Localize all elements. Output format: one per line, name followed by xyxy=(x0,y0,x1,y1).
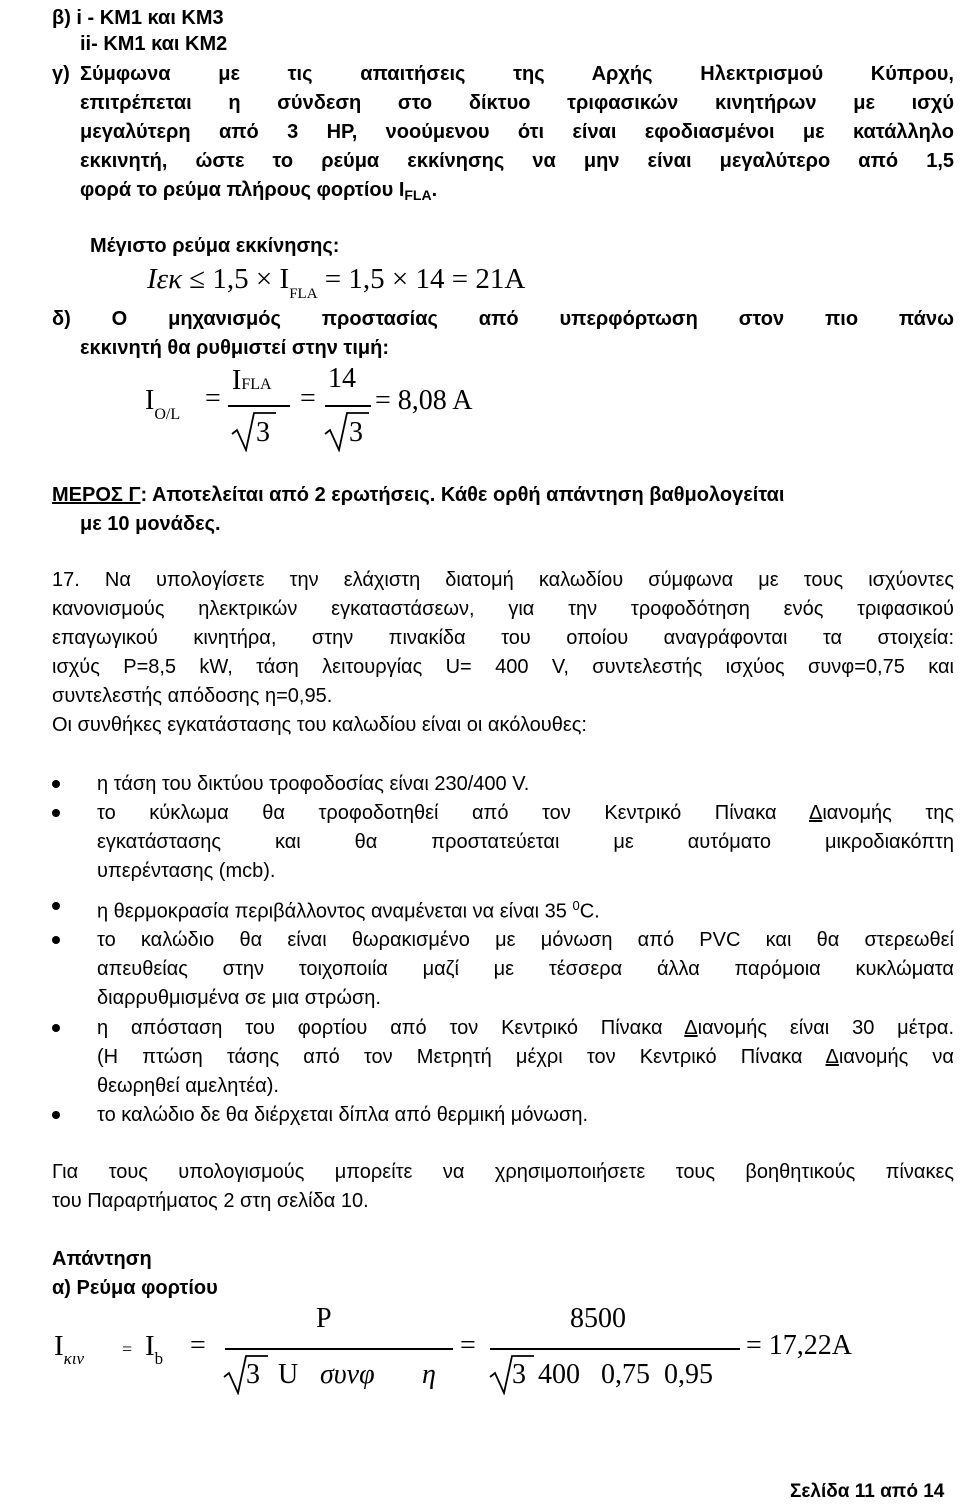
question-17-line1: 17. Να υπολογίσετε την ελάχιστη διατομή καλωδίου σύμφωνα με τους ισχύοντες xyxy=(52,569,954,591)
eq2-den1: 3 xyxy=(256,417,270,448)
condition-item-distance-l1: η απόσταση του φορτίου από τον Κεντρικό Πίνακα Διανομής είναι 30 μέτρα. xyxy=(97,1017,955,1039)
eq3-num-8500: 8500 xyxy=(570,1303,626,1334)
answer-g-line2: επιτρέπεται η σύνδεση στο δίκτυο τριφασικών κινητήρων με ισχύ xyxy=(80,92,954,114)
condition-item-circuit-l3: υπερέντασης (mcb). xyxy=(97,860,276,882)
condition-item-distance-l3: θεωρηθεί αμελητέα). xyxy=(97,1075,279,1097)
eq2-result: = 8,08 A xyxy=(375,385,473,416)
eq2-fraction-bar2 xyxy=(325,405,371,407)
eq3-sqrt1 xyxy=(222,1353,268,1395)
condition-item-insulation: το καλώδιο δε θα διέρχεται δίπλα από θερμική μόνωση. xyxy=(97,1104,589,1126)
eq2-num1: IFLA xyxy=(232,365,272,396)
condition-item-circuit-l1: το κύκλωμα θα τροφοδοτηθεί από τον Κεντρικό Πίνακα Διανομής της xyxy=(97,802,954,824)
answer-b-line1: β) i - ΚΜ1 και ΚΜ3 xyxy=(52,7,224,29)
answer-a-heading: α) Ρεύμα φορτίου xyxy=(52,1277,218,1299)
equation-start-current: $I\varepsilon\kappa \le 1,5 \times I_{FLA} = 1,5 \times 14 = 21A$ xyxy=(147,263,526,302)
condition-item-voltage: η τάση του δικτύου τροφοδοσίας είναι 230/400 V. xyxy=(97,773,530,795)
eq3-ib: $I_b$ xyxy=(145,1330,164,1368)
eq2-num2: 14 xyxy=(328,363,356,394)
bullet-dot xyxy=(52,902,60,910)
bullet-dot xyxy=(52,780,60,788)
eq2-fraction-bar1 xyxy=(228,405,290,407)
answer-g-line5: φορά το ρεύμα πλήρους φορτίου $I_{FLA}$. xyxy=(80,179,438,203)
bullet-dot xyxy=(52,936,60,944)
tables-reference-line2: του Παραρτήματος 2 στη σελίδα 10. xyxy=(52,1190,369,1212)
eq3-sqrt2 xyxy=(488,1353,534,1395)
eq2-lhs: $I_{O/L}$ xyxy=(145,385,181,423)
eq3-equals-small: = xyxy=(122,1339,133,1359)
tables-reference-line1: Για τους υπολογισμούς μπορείτε να χρησιμοποιήσετε τους βοηθητικούς πίνακες xyxy=(52,1161,954,1183)
eq3-ikin: $I_{\kappa\iota\nu}$ xyxy=(54,1330,85,1368)
condition-item-distance-l2: (Η πτώση τάσης από τον Μετρητή μέχρι τον Κεντρικό Πίνακα Διανομής να xyxy=(97,1046,954,1068)
answer-g-line3: μεγαλύτερη από 3 HP, νοούμενου ότι είναι εφοδιασμένοι με κατάλληλο xyxy=(80,121,954,143)
condition-item-cable-l3: διαρρυθμισμένα σε μια στρώση. xyxy=(97,987,381,1009)
answer-g-line4: εκκινητή, ώστε το ρεύμα εκκίνησης να μην είναι μεγαλύτερο από 1,5 xyxy=(80,150,954,172)
eq3-den1-sqrt3: 3 xyxy=(246,1359,260,1390)
eq3-den1-u: U xyxy=(278,1359,299,1390)
max-start-current-label: Μέγιστο ρεύμα εκκίνησης: xyxy=(90,235,340,257)
question-17-line5: συντελεστής απόδοσης η=0,95. xyxy=(52,685,333,707)
bullet-dot xyxy=(52,1024,60,1032)
eq2-equals1: = xyxy=(205,383,221,414)
eq2-den2: 3 xyxy=(349,417,363,448)
part-g-header: ΜΕΡΟΣ Γ: Αποτελείται από 2 ερωτήσεις. Κάθε ορθή απάντηση βαθμολογείται xyxy=(52,484,785,506)
answer-heading: Απάντηση xyxy=(52,1248,152,1270)
eq3-equals1: = xyxy=(190,1330,206,1361)
condition-item-circuit-l2: εγκατάστασης και θα προστατεύεται με αυτόματο μικροδιακόπτη xyxy=(97,831,954,853)
eq3-den2-values: 400 0,75 0,95 xyxy=(538,1359,713,1390)
answer-g-label: γ) xyxy=(52,63,70,85)
question-17-line2: κανονισμούς ηλεκτρικών εγκαταστάσεων, για την τροφοδότηση ενός τριφασικού xyxy=(52,598,954,620)
eq3-equals2: = xyxy=(460,1330,476,1361)
answer-d-line1: δ) Ο μηχανισμός προστασίας από υπερφόρτωση στον πιο πάνω xyxy=(52,308,954,330)
eq3-fraction-bar2 xyxy=(490,1348,740,1350)
eq3-num-p: P xyxy=(316,1303,332,1334)
eq3-fraction-bar1 xyxy=(225,1348,453,1350)
eq3-den1-eta: η xyxy=(422,1359,436,1390)
eq3-den2-sqrt3: 3 xyxy=(512,1359,526,1390)
answer-b-line2: ii- ΚΜ1 και ΚΜ2 xyxy=(80,33,228,55)
eq2-equals2: = xyxy=(300,383,316,414)
bullet-dot xyxy=(52,1111,60,1119)
eq3-den1-cosphi: συνφ xyxy=(320,1359,375,1390)
bullet-dot xyxy=(52,809,60,817)
question-17-line4: ισχύς P=8,5 kW, τάση λειτουργίας U= 400 V, συντελεστής ισχύος συνφ=0,75 και xyxy=(52,656,954,678)
answer-g-line1: Σύμφωνα με τις απαιτήσεις της Αρχής Ηλεκτρισμού Κύπρου, xyxy=(80,63,954,85)
question-17-line3: επαγωγικού κινητήρα, στην πινακίδα του οποίου αναγράφονται τα στοιχεία: xyxy=(52,627,954,649)
answer-d-line2: εκκινητή θα ρυθμιστεί στην τιμή: xyxy=(80,337,389,359)
page-footer: Σελίδα 11 από 14 xyxy=(790,1481,945,1502)
condition-item-temperature: η θερμοκρασία περιβάλλοντος αναμένεται να είναι 35 $^0$C. xyxy=(97,898,600,923)
part-g-header-line2: με 10 μονάδες. xyxy=(80,513,221,535)
condition-item-cable-l2: απευθείας στην τοιχοποιία μαζί με τέσσερα άλλα παρόμοια κυκλώματα xyxy=(97,958,954,980)
conditions-intro: Οι συνθήκες εγκατάστασης του καλωδίου είναι οι ακόλουθες: xyxy=(52,714,587,736)
condition-item-cable-l1: το καλώδιο θα είναι θωρακισμένο με μόνωση από PVC και θα στερεωθεί xyxy=(97,929,954,951)
eq3-result: = 17,22A xyxy=(746,1330,853,1361)
